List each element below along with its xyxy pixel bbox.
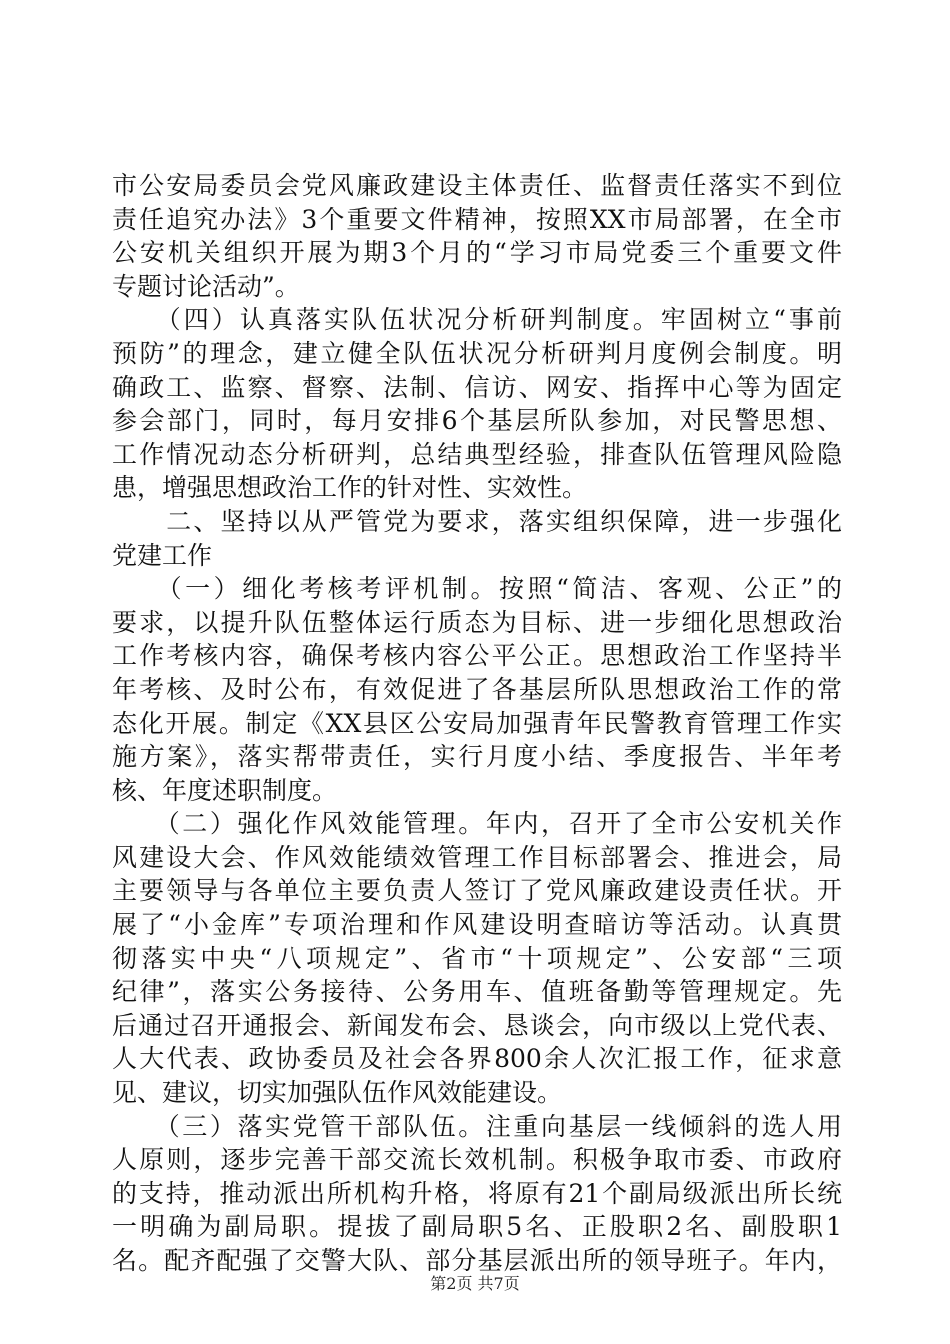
text-line: 见、建议，切实加强队伍作风效能建设。 bbox=[112, 1078, 563, 1108]
text-line: 预防”的理念，建立健全队伍状况分析研判月度例会制度。明 bbox=[112, 338, 842, 368]
text-line: 人大代表、政协委员及社会各界800余人次汇报工作，征求意 bbox=[112, 1044, 842, 1074]
text-line: 责任追究办法》3个重要文件精神，按照XX市局部署，在全市 bbox=[112, 204, 842, 234]
text-line: 患，增强思想政治工作的针对性、实效性。 bbox=[112, 473, 588, 503]
text-line: 市公安局委员会党风廉政建设主体责任、监督责任落实不到位 bbox=[112, 171, 842, 200]
text-line: 二、坚持以从严管党为要求，落实组织保障，进一步强化 bbox=[112, 506, 842, 536]
text-line: 党建工作 bbox=[112, 540, 213, 570]
text-line: （三）落实党管干部队伍。注重向基层一线倾斜的选人用 bbox=[112, 1111, 842, 1141]
text-line: 专题讨论活动”。 bbox=[112, 271, 300, 301]
text-line: 一明确为副局职。提拔了副局职5名、正股职2名、副股职1 bbox=[112, 1212, 842, 1242]
text-line: 后通过召开通报会、新闻发布会、恳谈会，向市级以上党代表、 bbox=[112, 1010, 842, 1040]
text-line: 施方案》，落实帮带责任，实行月度小结、季度报告、半年考 bbox=[112, 742, 842, 772]
text-line: 公安机关组织开展为期3个月的“学习市局党委三个重要文件 bbox=[112, 238, 842, 268]
text-line: 态化开展。制定《XX县区公安局加强青年民警教育管理工作实 bbox=[112, 708, 842, 738]
page-footer: 第2页 共7页 bbox=[430, 1274, 520, 1293]
text-line: 纪律”，落实公务接待、公务用车、值班备勤等管理规定。先 bbox=[112, 977, 842, 1007]
text-line: （二）强化作风效能管理。年内，召开了全市公安机关作 bbox=[112, 809, 842, 839]
text-line: 参会部门，同时，每月安排6个基层所队参加，对民警思想、 bbox=[112, 406, 842, 436]
text-line: （四）认真落实队伍状况分析研判制度。牢固树立“事前 bbox=[112, 305, 842, 335]
text-line: 要求，以提升队伍整体运行质态为目标、进一步细化思想政治 bbox=[112, 607, 842, 637]
body-text bbox=[112, 169, 842, 1278]
text-line: 主要领导与各单位主要负责人签订了党风廉政建设责任状。开 bbox=[112, 876, 842, 906]
text-line: 年考核、及时公布，有效促进了各基层所队思想政治工作的常 bbox=[112, 674, 842, 704]
text-line: 工作考核内容，确保考核内容公平公正。思想政治工作坚持半 bbox=[112, 641, 842, 671]
text-line: 的支持，推动派出所机构升格，将原有21个副局级派出所长统 bbox=[112, 1178, 842, 1208]
text-line: 确政工、监察、督察、法制、信访、网安、指挥中心等为固定 bbox=[112, 372, 842, 402]
text-line: 工作情况动态分析研判，总结典型经验，排查队伍管理风险隐 bbox=[112, 439, 842, 469]
text-line: 展了“小金库”专项治理和作风建设明查暗访等活动。认真贯 bbox=[112, 910, 842, 940]
text-line: 风建设大会、作风效能绩效管理工作目标部署会、推进会，局 bbox=[112, 842, 842, 872]
text-line: （一）细化考核考评机制。按照“简洁、客观、公正”的 bbox=[112, 574, 842, 604]
text-line: 核、年度述职制度。 bbox=[112, 775, 338, 805]
text-line: 名。配齐配强了交警大队、部分基层派出所的领导班子。年内， bbox=[112, 1246, 842, 1275]
text-line: 人原则，逐步完善干部交流长效机制。积极争取市委、市政府 bbox=[112, 1145, 842, 1175]
text-line: 彻落实中央“八项规定”、省市“十项规定”、公安部“三项 bbox=[112, 943, 842, 973]
